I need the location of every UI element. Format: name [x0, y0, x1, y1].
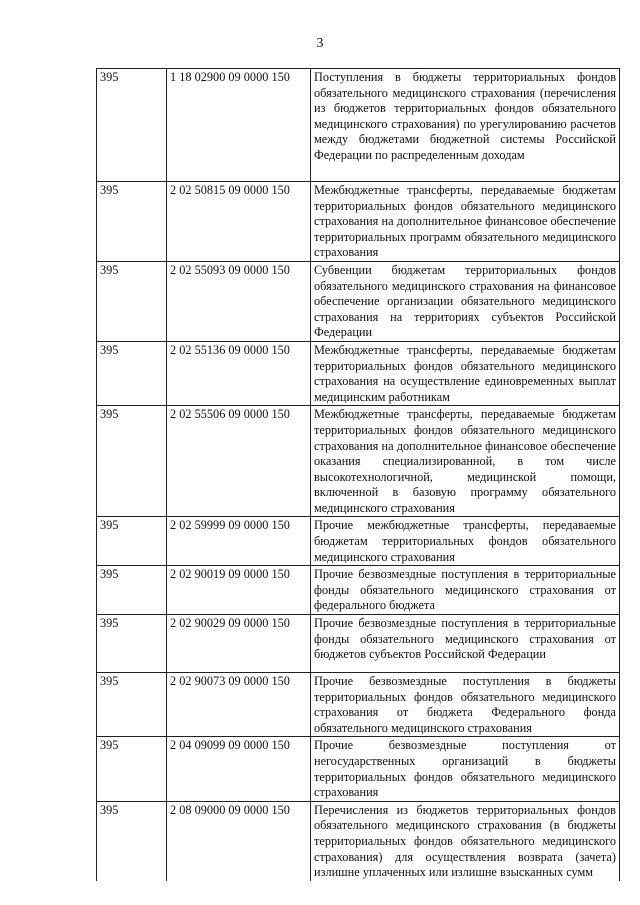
classification-code-cell: 1 18 02900 09 0000 150 — [167, 69, 311, 182]
table-row — [97, 673, 620, 737]
table-row — [97, 182, 620, 262]
revenue-name-cell: Межбюджетные трансферты, передаваемые бюджетам территориальных фондов обязательного медицинского страхования на осуществление единовременных выплат медицинским работникам — [311, 341, 620, 405]
page-number: 3 — [316, 36, 324, 51]
revenue-name-cell: Межбюджетные трансферты, передаваемые бюджетам территориальных фондов обязательного медицинского страхования на дополнительное финансовое обеспечение оказания специализированной, в том числе высокотехнологичной, медицинской помощи, включенной в базовую программу обязательного медицинского страхования — [311, 406, 620, 517]
admin-code-cell: 395 — [97, 341, 167, 405]
table-row — [97, 341, 620, 405]
table-row — [97, 737, 620, 801]
classification-code-cell: 2 02 55136 09 0000 150 — [167, 341, 311, 405]
classification-code-cell: 2 02 50815 09 0000 150 — [167, 182, 311, 262]
classification-code-cell: 2 04 09099 09 0000 150 — [167, 737, 311, 801]
revenue-name-cell: Прочие безвозмездные поступления от негосударственных организаций в бюджеты территориальных фондов обязательного медицинского страхования — [311, 737, 620, 801]
revenue-name-cell: Прочие безвозмездные поступления в территориальные фонды обязательного медицинского страхования от федерального бюджета — [311, 566, 620, 615]
admin-code-cell: 395 — [97, 406, 167, 517]
table-row — [97, 69, 620, 182]
classification-code-cell: 2 02 55506 09 0000 150 — [167, 406, 311, 517]
admin-code-cell: 395 — [97, 182, 167, 262]
revenue-name-cell: Прочие безвозмездные поступления в бюджеты территориальных фондов обязательного медицинского страхования от бюджета Федерального фонда обязательного медицинского страхования — [311, 673, 620, 737]
classification-code-cell: 2 02 90019 09 0000 150 — [167, 566, 311, 615]
table-row — [97, 261, 620, 341]
revenue-name-cell: Прочие межбюджетные трансферты, передаваемые бюджетам территориальных фондов обязательного медицинского страхования — [311, 517, 620, 566]
classification-code-cell: 2 02 90073 09 0000 150 — [167, 673, 311, 737]
admin-code-cell: 395 — [97, 673, 167, 737]
table-row — [97, 566, 620, 615]
table-row — [97, 615, 620, 673]
classification-code-cell: 2 02 90029 09 0000 150 — [167, 615, 311, 673]
revenue-name-cell: Прочие безвозмездные поступления в территориальные фонды обязательного медицинского страхования от бюджетов субъектов Российской Федерации — [311, 615, 620, 673]
admin-code-cell: 395 — [97, 566, 167, 615]
classification-code-cell: 2 02 59999 09 0000 150 — [167, 517, 311, 566]
budget-classification-table — [96, 68, 620, 881]
admin-code-cell: 395 — [97, 517, 167, 566]
admin-code-cell: 395 — [97, 69, 167, 182]
classification-code-cell: 2 02 55093 09 0000 150 — [167, 261, 311, 341]
table-row — [97, 801, 620, 880]
classification-code-cell: 2 08 09000 09 0000 150 — [167, 801, 311, 880]
revenue-name-cell: Субвенции бюджетам территориальных фондов обязательного медицинского страхования на финансовое обеспечение организации обязательного медицинского страхования на территориях субъектов Российской Федерации — [311, 261, 620, 341]
revenue-name-cell: Межбюджетные трансферты, передаваемые бюджетам территориальных фондов обязательного медицинского страхования на дополнительное финансовое обеспечение территориальных программ обязательного медицинского страхования — [311, 182, 620, 262]
revenue-name-cell: Перечисления из бюджетов территориальных фондов обязательного медицинского страхования (в бюджеты территориальных фондов обязательного медицинского страхования) для осуществления возврата (зачета) излишне уплаченных или излишне взысканных сумм — [311, 801, 620, 880]
table-row — [97, 517, 620, 566]
admin-code-cell: 395 — [97, 261, 167, 341]
admin-code-cell: 395 — [97, 615, 167, 673]
admin-code-cell: 395 — [97, 737, 167, 801]
admin-code-cell: 395 — [97, 801, 167, 880]
table-row — [97, 406, 620, 517]
revenue-name-cell: Поступления в бюджеты территориальных фондов обязательного медицинского страхования (перечисления из бюджетов территориальных фондов обязательного медицинского страхования) по урегулированию расчетов между бюджетами бюджетной системы Российской Федерации по распределенным доходам — [311, 69, 620, 182]
